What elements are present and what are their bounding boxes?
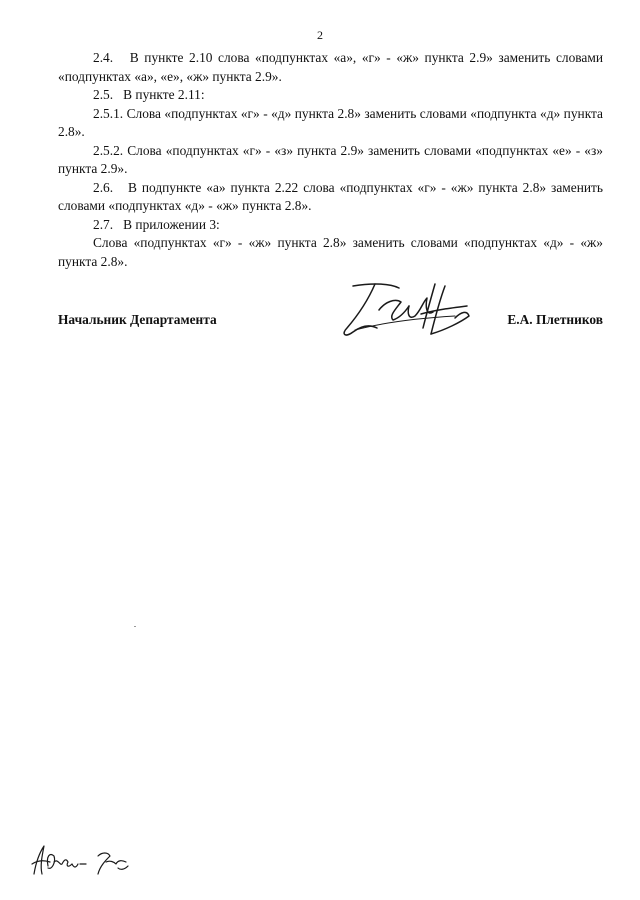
document-body	[58, 49, 603, 271]
page-number: 2	[317, 28, 323, 42]
paragraph-2-5-2: 2.5.2. Слова «подпунктах «г» - «з» пункта 2.9» заменить словами «подпунктах «е» - «з» пункта 2.9».	[58, 142, 603, 176]
signature-block	[58, 276, 603, 346]
paragraph-2-7-text: Слова «подпунктах «г» - «ж» пункта 2.8» заменить словами «подпунктах «д» - «ж» пункта 2.8».	[58, 235, 603, 269]
paragraph-2-5-1: 2.5.1. Слова «подпунктах «г» - «д» пункта 2.8» заменить словами «подпункта «д» пункта 2.8».	[58, 105, 603, 139]
signer-name: Е.А. Плетников	[507, 312, 603, 327]
scan-speck	[134, 626, 136, 627]
paragraph-2-6: 2.6. В подпункте «а» пункта 2.22 слова «подпунктах «г» - «ж» пункта 2.8» заменить словами «подпунктах «д» - «ж» пункта 2.8».	[58, 179, 603, 213]
paragraph-2-4: 2.4. В пункте 2.10 слова «подпунктах «а», «г» - «ж» пункта 2.9» заменить словами «подпунктах «а», «е», «ж» пункта 2.9».	[58, 50, 603, 84]
position-title: Начальник Департамента	[58, 312, 217, 327]
initials-icon	[30, 838, 140, 883]
signature-icon	[335, 276, 505, 346]
paragraph-2-5: 2.5. В пункте 2.11:	[93, 87, 205, 102]
paragraph-2-7: 2.7. В приложении 3:	[93, 216, 220, 232]
